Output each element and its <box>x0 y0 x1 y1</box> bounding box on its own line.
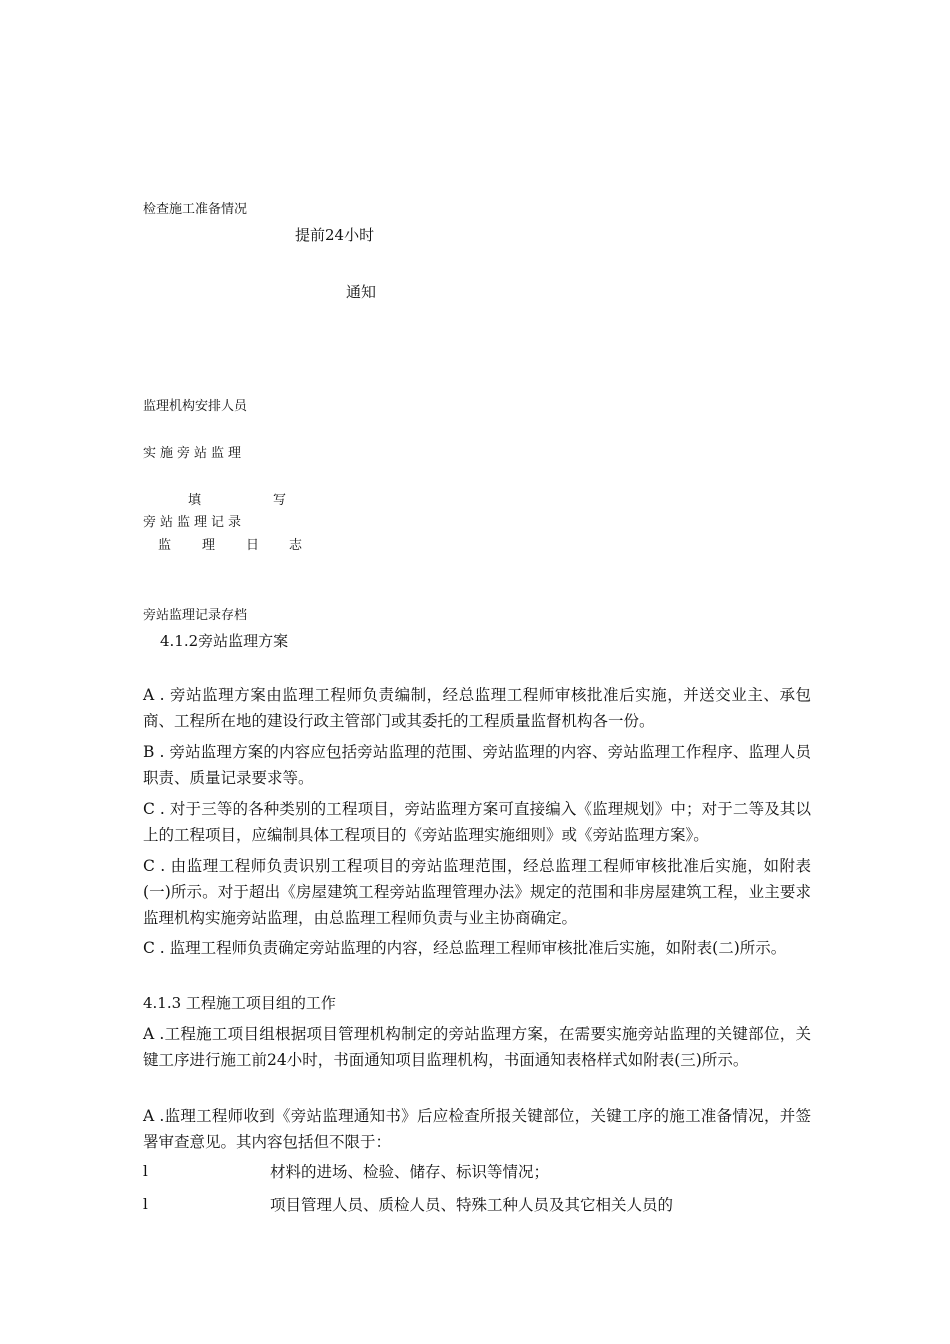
flow-check-prep: 检查施工准备情况 <box>143 202 248 217</box>
list-item: 项目管理人员、质检人员、特殊工种人员及其它相关人员的 <box>270 1196 674 1214</box>
flow-fill: 填 <box>188 493 202 508</box>
paragraph: A .工程施工项目组根据项目管理机构制定的旁站监理方案，在需要实施旁站监理的关键部位，关键工序进行施工前24小时，书面通知项目监理机构，书面通知表格样式如附表(三)所示。 <box>143 1025 811 1069</box>
flow-log-char-2: 理 <box>202 538 216 553</box>
paragraph: A . 旁站监理方案由监理工程师负责编制，经总监理工程师审核批准后实施，并送交业主、承包商、工程所在地的建设行政主管部门或其委托的工程质量监督机构各一份。 <box>143 686 811 730</box>
flow-arrange-staff: 监理机构安排人员 <box>143 399 248 414</box>
list-marker: l <box>143 1195 148 1213</box>
flow-implement: 实施旁站监理 <box>143 446 246 461</box>
paragraph: C . 对于三等的各种类别的工程项目，旁站监理方案可直接编入《监理规划》中；对于二等及其以上的工程项目，应编制具体工程项目的《旁站监理实施细则》或《旁站监理方案》。 <box>143 800 811 844</box>
paragraph: B . 旁站监理方案的内容应包括旁站监理的范围、旁站监理的内容、旁站监理工作程序、监理人员职责、质量记录要求等。 <box>143 743 811 787</box>
flow-log-char-1: 监 <box>158 538 172 553</box>
flow-advance-24h: 提前24小时 <box>295 226 375 244</box>
flow-log-char-3: 日 <box>246 538 260 553</box>
list-marker: l <box>143 1162 148 1180</box>
paragraph: C . 监理工程师负责确定旁站监理的内容，经总监理工程师审核批准后实施，如附表(二)所示。 <box>143 939 787 957</box>
flow-record: 旁站监理记录 <box>143 515 246 530</box>
list-item: 材料的进场、检验、储存、标识等情况； <box>270 1163 550 1181</box>
section-413-heading: 4.1.3 工程施工项目组的工作 <box>143 994 336 1012</box>
section-412-heading: 4.1.2旁站监理方案 <box>160 632 289 650</box>
paragraph: C . 由监理工程师负责识别工程项目的旁站监理范围，经总监理工程师审核批准后实施，如附表(一)所示。对于超出《房屋建筑工程旁站监理管理办法》规定的范围和非房屋建筑工程，业主要求监理机构实施旁站监理，由总监理工程师负责与业主协商确定。 <box>143 857 811 927</box>
paragraph: A .监理工程师收到《旁站监理通知书》后应检查所报关键部位，关键工序的施工准备情况，并签署审查意见。其内容包括但不限于： <box>143 1107 811 1151</box>
flow-write: 写 <box>273 493 287 508</box>
flow-archive: 旁站监理记录存档 <box>143 608 248 623</box>
flow-log-char-4: 志 <box>289 538 303 553</box>
flow-notice: 通知 <box>346 283 377 301</box>
